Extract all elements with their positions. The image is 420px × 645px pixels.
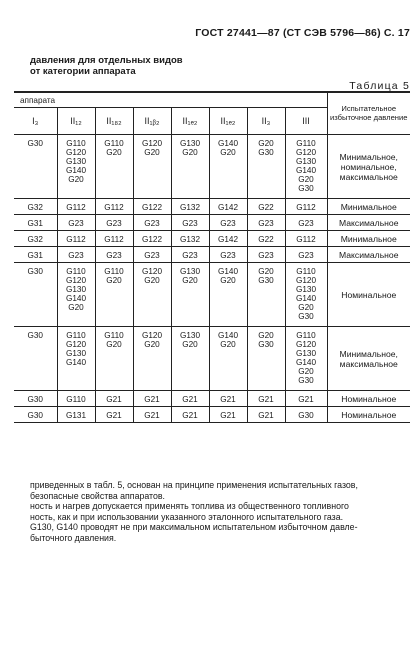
pressure-note: Максимальное <box>327 247 410 263</box>
table-row <box>14 327 410 391</box>
table-row <box>14 199 410 215</box>
gas-code: G30 <box>298 376 314 385</box>
gas-code: G20 <box>144 276 160 285</box>
gas-cell <box>95 215 133 231</box>
gas-cell <box>57 391 95 407</box>
subtitle-line: от категории аппарата <box>30 66 136 77</box>
gas-code: G130 <box>65 349 87 358</box>
gas-code: G20 <box>68 303 84 312</box>
gas-cell <box>133 215 171 231</box>
category-header: II₁₂ <box>57 108 95 135</box>
gas-code: G140 <box>295 358 317 367</box>
gas-code: G32 <box>27 203 43 212</box>
gas-code: G140 <box>217 139 239 148</box>
pressure-note: Максимальное <box>327 215 410 231</box>
gas-code: G112 <box>104 203 124 212</box>
gas-cell <box>14 247 57 263</box>
gas-code: G21 <box>106 411 122 420</box>
gas-cell <box>14 327 57 391</box>
gas-cell <box>285 263 327 327</box>
gas-cell <box>285 247 327 263</box>
gas-cell <box>95 407 133 423</box>
table-body <box>14 135 410 423</box>
gas-cell <box>57 215 95 231</box>
gas-cell <box>14 135 57 199</box>
gas-code: G22 <box>258 203 274 212</box>
gas-code: G130 <box>65 285 87 294</box>
gas-cell <box>171 327 209 391</box>
body-line: G130, G140 проводят не при максимальном испытательном избыточном давле- <box>30 522 358 533</box>
gas-code: G30 <box>27 395 43 404</box>
gas-code: G20 <box>220 276 236 285</box>
gas-cell <box>57 407 95 423</box>
gas-cell <box>285 391 327 407</box>
category-header: II₁ₑ₂ <box>171 108 209 135</box>
gas-code: G21 <box>220 395 236 404</box>
gas-code: G20 <box>182 276 198 285</box>
body-line: приведенных в табл. 5, основан на принципе применения испытательных газов, <box>30 480 358 490</box>
gas-cell <box>57 231 95 247</box>
table-row <box>14 135 410 199</box>
gas-code: G130 <box>179 331 201 340</box>
gas-code: G142 <box>217 235 239 244</box>
gas-code: G132 <box>179 203 201 212</box>
gas-code: G21 <box>258 411 274 420</box>
table-row <box>14 407 410 423</box>
gas-cell <box>209 263 247 327</box>
pressure-header: Испытательное избыточное давление <box>327 93 410 135</box>
gas-code: G120 <box>141 267 163 276</box>
table-row <box>14 247 410 263</box>
group-header: аппарата <box>14 93 327 108</box>
gas-code: G110 <box>104 331 124 340</box>
gas-code: G110 <box>296 139 316 148</box>
gas-code: G21 <box>144 411 160 420</box>
gas-code: G120 <box>295 276 317 285</box>
gas-code: G140 <box>65 294 87 303</box>
gas-code: G23 <box>68 219 84 228</box>
gas-cell <box>95 135 133 199</box>
pressure-note: Минимальное <box>327 231 410 247</box>
gas-cell <box>209 327 247 391</box>
gas-code: G120 <box>141 139 163 148</box>
gas-code: G130 <box>295 349 317 358</box>
gas-code: G23 <box>298 251 314 260</box>
gas-code: G130 <box>179 139 201 148</box>
gas-cell <box>14 263 57 327</box>
gas-code: G20 <box>298 303 314 312</box>
gas-code: G112 <box>104 235 124 244</box>
gas-cell <box>95 263 133 327</box>
gas-code: G20 <box>144 340 160 349</box>
table-row <box>14 391 410 407</box>
table-row <box>14 231 410 247</box>
pressure-note: Минимальное, максимальное <box>327 327 410 391</box>
gas-cell <box>133 407 171 423</box>
gas-cell <box>247 391 285 407</box>
pressure-note: Минимальное <box>327 199 410 215</box>
gas-code: G20 <box>258 267 274 276</box>
body-line: ность, как и при использовании указанного эталонного испытательного газа. <box>30 511 344 522</box>
gas-code: G30 <box>27 411 43 420</box>
page-header: ГОСТ 27441—87 (СТ СЭВ 5796—86) С. 17 <box>195 27 410 39</box>
gas-code: G23 <box>68 251 84 260</box>
gas-code: G20 <box>182 148 198 157</box>
gas-code: G20 <box>106 148 122 157</box>
body-line: быточного давления. <box>30 532 117 543</box>
gas-code: G20 <box>258 139 274 148</box>
table-row <box>14 263 410 327</box>
gas-cell <box>209 407 247 423</box>
gas-cell <box>247 247 285 263</box>
gas-code: G30 <box>298 312 314 321</box>
table-row <box>14 215 410 231</box>
gas-cell <box>133 391 171 407</box>
gas-code: G30 <box>27 139 43 148</box>
pressure-note: Номинальное <box>327 263 410 327</box>
gas-code: G120 <box>141 331 163 340</box>
gas-cell <box>171 231 209 247</box>
gas-code: G110 <box>104 139 124 148</box>
gas-code: G23 <box>182 251 198 260</box>
gas-code: G122 <box>141 235 163 244</box>
gas-code: G20 <box>106 276 122 285</box>
gas-code: G31 <box>27 251 43 260</box>
gas-cell <box>285 135 327 199</box>
gas-code: G30 <box>27 267 43 276</box>
gas-code: G20 <box>220 148 236 157</box>
gas-code: G20 <box>258 331 274 340</box>
gas-cell <box>95 231 133 247</box>
gas-code: G120 <box>295 340 317 349</box>
gas-code: G140 <box>217 267 239 276</box>
category-header: II₁₈₂ <box>95 108 133 135</box>
gas-table <box>14 92 410 423</box>
gas-cell <box>133 247 171 263</box>
gas-code: G23 <box>144 219 160 228</box>
gas-code: G140 <box>217 331 239 340</box>
gas-cell <box>209 135 247 199</box>
section-subtitle <box>30 55 183 77</box>
gas-code: G20 <box>298 367 314 376</box>
gas-cell <box>247 407 285 423</box>
gas-code: G140 <box>295 166 317 175</box>
gas-code: G112 <box>296 203 316 212</box>
gas-code: G21 <box>220 411 236 420</box>
gas-code: G130 <box>295 285 317 294</box>
gas-cell <box>171 263 209 327</box>
gas-cell <box>285 327 327 391</box>
gas-code: G130 <box>295 157 317 166</box>
gas-code: G132 <box>179 235 201 244</box>
gas-code: G20 <box>144 148 160 157</box>
body-line: ность и нагрев допускается применять топлива из общественного топливного <box>30 501 349 512</box>
table-label: Таблица 5 <box>349 80 410 92</box>
gas-cell <box>57 327 95 391</box>
body-line: безопасные свойства аппаратов. <box>30 490 165 501</box>
gas-cell <box>95 199 133 215</box>
subtitle-line: давления для отдельных видов <box>30 55 183 66</box>
gas-code: G21 <box>144 395 160 404</box>
gas-cell <box>133 327 171 391</box>
gas-cell <box>133 263 171 327</box>
category-header: II₃ <box>247 108 285 135</box>
gas-code: G23 <box>106 219 122 228</box>
gas-cell <box>171 247 209 263</box>
gas-cell <box>247 327 285 391</box>
gas-cell <box>209 215 247 231</box>
gas-cell <box>133 135 171 199</box>
gas-cell <box>285 231 327 247</box>
gas-cell <box>247 231 285 247</box>
gas-code: G120 <box>65 276 87 285</box>
gas-code: G122 <box>141 203 163 212</box>
gas-cell <box>14 391 57 407</box>
gas-code: G140 <box>65 166 87 175</box>
category-header: II₁ᵦ₂ <box>133 108 171 135</box>
gas-code: G20 <box>220 340 236 349</box>
gas-cell <box>247 135 285 199</box>
gas-code: G23 <box>220 251 236 260</box>
gas-code: G23 <box>144 251 160 260</box>
gas-code: G131 <box>65 411 87 420</box>
gas-code: G110 <box>66 139 86 148</box>
gas-cell <box>14 215 57 231</box>
gas-code: G23 <box>298 219 314 228</box>
gas-code: G120 <box>65 148 87 157</box>
gas-code: G30 <box>298 184 314 193</box>
gas-code: G120 <box>65 340 87 349</box>
gas-code: G30 <box>258 148 274 157</box>
gas-code: G130 <box>65 157 87 166</box>
gas-cell <box>247 215 285 231</box>
gas-cell <box>247 263 285 327</box>
gas-cell <box>171 407 209 423</box>
gas-code: G110 <box>66 331 86 340</box>
gas-code: G23 <box>258 219 274 228</box>
pressure-note: Номинальное <box>327 391 410 407</box>
gas-cell <box>247 199 285 215</box>
gas-code: G23 <box>258 251 274 260</box>
gas-cell <box>209 391 247 407</box>
gas-cell <box>57 199 95 215</box>
gas-code: G110 <box>104 267 124 276</box>
gas-code: G110 <box>66 395 86 404</box>
gas-cell <box>14 199 57 215</box>
gas-cell <box>171 215 209 231</box>
gas-cell <box>57 263 95 327</box>
gas-cell <box>209 247 247 263</box>
gas-cell <box>171 391 209 407</box>
gas-cell <box>285 199 327 215</box>
gas-code: G21 <box>182 395 198 404</box>
category-header: III <box>285 108 327 135</box>
gas-code: G21 <box>182 411 198 420</box>
gas-cell <box>285 215 327 231</box>
gas-cell <box>57 247 95 263</box>
gas-code: G20 <box>68 175 84 184</box>
gas-cell <box>14 231 57 247</box>
gas-code: G32 <box>27 235 43 244</box>
gas-cell <box>95 327 133 391</box>
category-header: II₁ₑ₂ <box>209 108 247 135</box>
gas-code: G112 <box>66 203 86 212</box>
pressure-note: Минимальное, номинальное, максимальное <box>327 135 410 199</box>
gas-code: G142 <box>217 203 239 212</box>
gas-cell <box>171 199 209 215</box>
gas-code: G130 <box>179 267 201 276</box>
gas-code: G110 <box>66 267 86 276</box>
gas-cell <box>95 247 133 263</box>
gas-code: G30 <box>298 411 314 420</box>
gas-cell <box>209 231 247 247</box>
gas-code: G30 <box>258 340 274 349</box>
body-text <box>30 480 410 544</box>
gas-cell <box>57 135 95 199</box>
gas-code: G23 <box>220 219 236 228</box>
gas-code: G23 <box>106 251 122 260</box>
gas-code: G20 <box>298 175 314 184</box>
gas-cell <box>95 391 133 407</box>
gas-code: G140 <box>295 294 317 303</box>
gas-cell <box>285 407 327 423</box>
gas-code: G120 <box>295 148 317 157</box>
gas-code: G30 <box>258 276 274 285</box>
pressure-note: Номинальное <box>327 407 410 423</box>
gas-code: G21 <box>298 395 314 404</box>
gas-code: G110 <box>296 331 316 340</box>
gas-code: G21 <box>258 395 274 404</box>
gas-code: G112 <box>66 235 86 244</box>
gas-code: G140 <box>65 358 87 367</box>
category-header: I₃ <box>14 108 57 135</box>
gas-code: G30 <box>27 331 43 340</box>
gas-code: G21 <box>106 395 122 404</box>
gas-cell <box>14 407 57 423</box>
gas-cell <box>133 231 171 247</box>
gas-code: G112 <box>296 235 316 244</box>
gas-cell <box>171 135 209 199</box>
gas-code: G22 <box>258 235 274 244</box>
gas-cell <box>133 199 171 215</box>
gas-code: G110 <box>296 267 316 276</box>
gas-code: G20 <box>182 340 198 349</box>
gas-cell <box>209 199 247 215</box>
gas-code: G31 <box>27 219 43 228</box>
gas-code: G20 <box>106 340 122 349</box>
gas-code: G23 <box>182 219 198 228</box>
